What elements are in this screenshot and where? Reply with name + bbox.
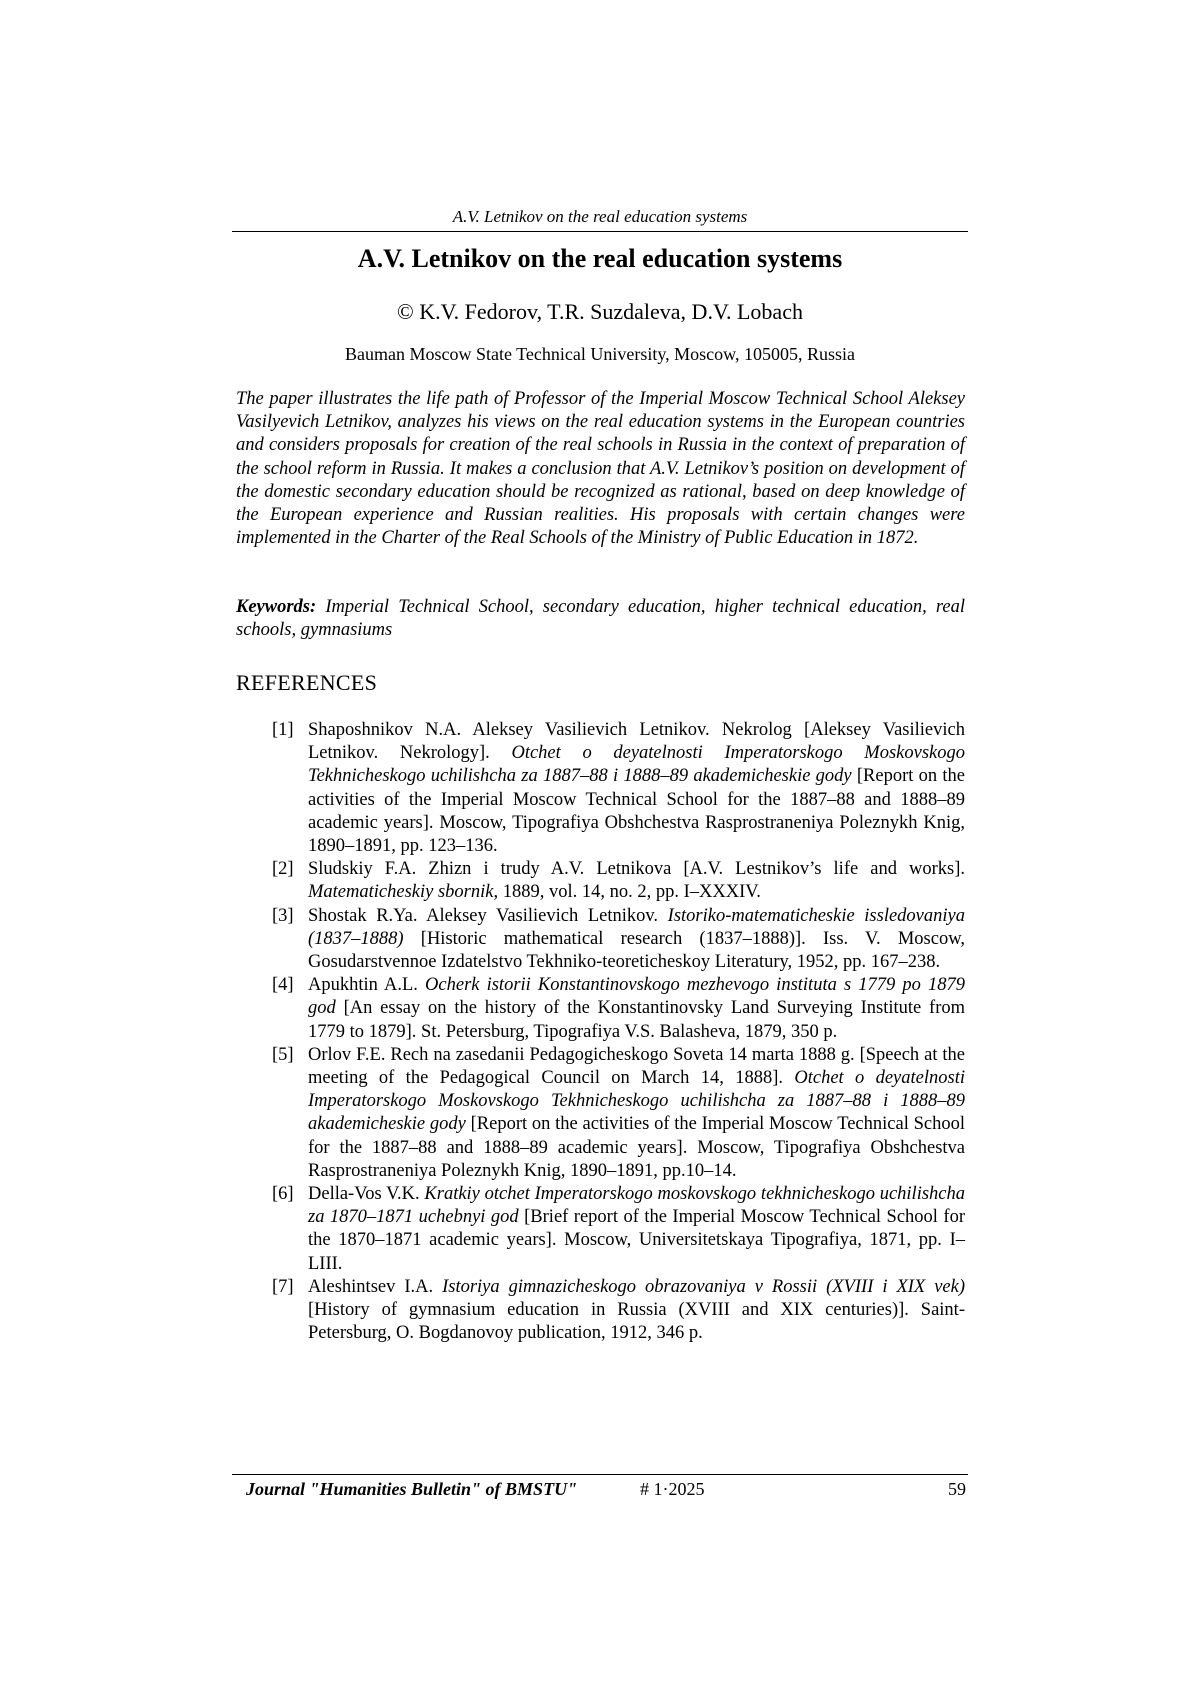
reference-number: [2] xyxy=(272,859,294,880)
reference-text xyxy=(308,1276,965,1346)
footer-journal-name: Journal "Humanities Bulletin" of BMSTU" xyxy=(246,1479,578,1499)
abstract: The paper illustrates the life path of Professor of the Imperial Moscow Technical School Aleksey Vasilyevich Letnikov, analyzes his views on the real education systems in the European countries and considers proposals for creation of the real schools in Russia in the context of preparation of the school reform in Russia. It makes a conclusion that A.V. Letnikov’s position on development of the domestic secondary education should be recognized as rational, based on deep knowledge of the European experience and Russian realities. His proposals with certain changes were implemented in the Charter of the Real Schools of the Ministry of Public Education in 1872. xyxy=(236,389,965,549)
reference-item xyxy=(236,1044,965,1183)
reference-segment: Shaposhnikov N.A. Aleksey Vasilievich Letnikov. Nekrolog [Aleksey Vasilievich Letnikov. Nekrology]. xyxy=(308,720,965,764)
page-number: 59 xyxy=(948,1479,966,1499)
reference-number: [1] xyxy=(272,720,294,740)
reference-italic-segment: Matematicheskiy sbornik xyxy=(308,882,494,903)
reference-text xyxy=(308,1183,965,1276)
reference-item xyxy=(236,858,965,904)
reference-segment: [Historic mathematical research (1837–1888)]. Iss. V. Moscow, Gosudarstvennoe Izdatelstvo Tekhniko-teoreticheskoy Literatury, 1952, pp. 167–238. xyxy=(308,928,965,973)
reference-segment: Orlov F.E. Rech na zasedanii Pedagogicheskogo Soveta 14 marta 1888 g. [Speech at the meeting of the Pedagogical Council on March 14, 1888]. xyxy=(308,1044,965,1089)
reference-segment: Shostak R.Ya. Aleksey Vasilievich Letnikov. xyxy=(308,905,668,926)
reference-italic-segment: Istoriko-matematicheskie issledovaniya (1837–1888) xyxy=(308,905,965,949)
reference-italic-segment: Ocherk istorii Konstantinovskogo mezhevogo instituta s 1779 po 1879 god xyxy=(308,975,966,1019)
reference-segment: [An essay on the history of the Konstantinovsky Land Surveying Institute from 1779 to 1879]. St. Petersburg, Tipografiya V.S. Balasheva, 1879, 350 p. xyxy=(308,998,965,1042)
article-affiliation: Bauman Moscow State Technical University, Moscow, 105005, Russia xyxy=(344,344,855,364)
article-title: A.V. Letnikov on the real education systems xyxy=(357,244,843,273)
reference-italic-segment: Istoriya gimnazicheskogo obrazovaniya v Rossii (XVIII i XIX vek) xyxy=(442,1276,965,1297)
reference-item xyxy=(236,905,965,975)
reference-segment: Apukhtin A.L. xyxy=(308,975,426,996)
reference-item xyxy=(236,719,965,858)
reference-item xyxy=(236,974,965,1044)
reference-number: [4] xyxy=(272,975,294,996)
reference-segment: [Report on the activities of the Imperial Moscow Technical School for the 1887–88 and 1888–89 academic years]. Moscow, Tipografiya Obshchestva Rasprostraneniya Poleznykh Knig, 1890–1891, pp. 123–136. xyxy=(308,766,965,857)
reference-italic-segment: Otchet o deyatelnosti Imperatorskogo Moskovskogo Tekhnicheskogo uchilishcha za 1887–88 i 1888–89 akademicheskie gody xyxy=(308,1068,965,1135)
reference-number: [6] xyxy=(272,1184,294,1205)
reference-text xyxy=(308,1044,965,1183)
reference-text xyxy=(308,905,965,975)
references-heading: REFERENCES xyxy=(236,670,378,695)
keywords xyxy=(236,596,965,642)
reference-text xyxy=(308,858,965,904)
reference-item xyxy=(236,1183,965,1276)
reference-number: [3] xyxy=(272,905,294,926)
references-list xyxy=(236,719,965,1345)
reference-segment: [Report on the activities of the Imperial Moscow Technical School for the 1887–88 and 1888–89 academic years]. Moscow, Tipografiya Obshchestva Rasprostraneniya Poleznykh Knig, 1890–1891, pp.10–14. xyxy=(308,1114,965,1181)
reference-segment: , 1889, vol. 14, no. 2, pp. I–XXXIV. xyxy=(493,882,761,903)
reference-segment: Della-Vos V.K. xyxy=(308,1184,425,1205)
reference-number: [7] xyxy=(272,1276,294,1297)
footer-issue: # 1·2025 xyxy=(640,1479,705,1499)
article-authors: © K.V. Fedorov, T.R. Suzdaleva, D.V. Lobach xyxy=(397,299,803,324)
keywords-text: Imperial Technical School, secondary education, higher technical education, real schools, gymnasiums xyxy=(236,597,965,641)
reference-segment: [History of gymnasium education in Russia (XVIII and XIX centuries)]. Saint-Petersburg, O. Bogdanovoy publication, 1912, 346 p. xyxy=(308,1300,965,1344)
header-rule xyxy=(232,231,968,232)
reference-item xyxy=(236,1276,965,1346)
reference-text xyxy=(308,719,965,858)
reference-segment: Sludskiy F.A. Zhizn i trudy A.V. Letnikova [A.V. Lestnikov’s life and works]. xyxy=(308,859,965,880)
reference-text xyxy=(308,974,965,1044)
running-head: A.V. Letnikov on the real education systems xyxy=(452,207,748,226)
reference-segment: Aleshintsev I.A. xyxy=(308,1276,443,1297)
footer-rule xyxy=(232,1474,968,1475)
reference-segment: [Brief report of the Imperial Moscow Technical School for the 1870–1871 academic years]. Moscow, Universitetskaya Tipografiya, 1871, pp. I–LIII. xyxy=(308,1207,965,1274)
reference-number: [5] xyxy=(272,1044,294,1065)
reference-italic-segment: Kratkiy otchet Imperatorskogo moskovskogo tekhnicheskogo uchilishcha za 1870–1871 uchebnyi god xyxy=(308,1184,965,1228)
reference-italic-segment: Otchet o deyatelnosti Imperatorskogo Moskovskogo Tekhnicheskogo uchilishcha za 1887–88 i 1888–89 akademicheskie gody xyxy=(308,743,965,787)
keywords-label: Keywords: xyxy=(236,597,317,617)
